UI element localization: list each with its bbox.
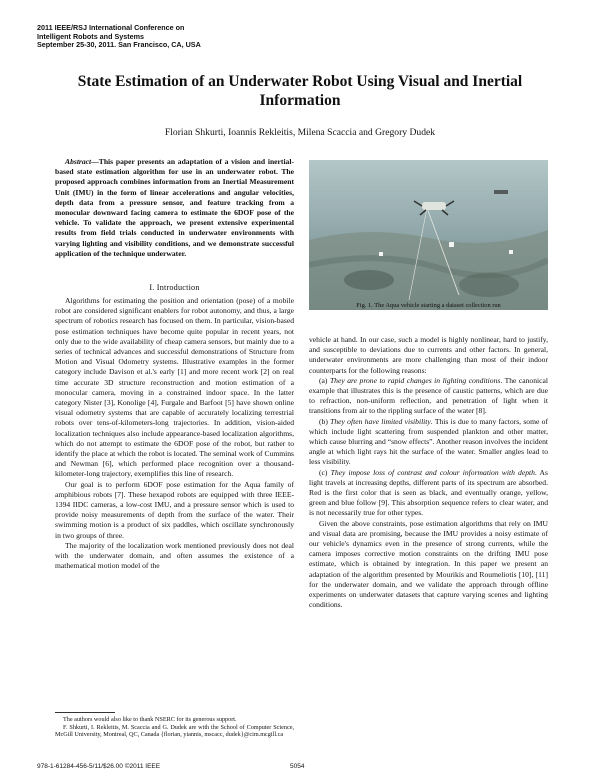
intro-text bbox=[55, 296, 294, 571]
conference-header bbox=[37, 24, 201, 50]
section-heading: I. Introduction bbox=[149, 283, 200, 292]
abstract bbox=[55, 157, 294, 259]
paragraph: Given the above constraints, pose estimation algorithms that rely on IMU and visual data are promising, because the IMU provides a noisy estimate of our vehicle's dynamics even in the presence of strong currents, while the camera imposes corrective motion constraints on the drifting IMU pose estimate, which is obtained by integration. In this paper we present an adaptation of the algorithm presented by Mourikis and Roumeliotis [10], [11] for the underwater domain, and we validate the approach through offline experiments on underwater datasets that capture varying scenes and lighting conditions. bbox=[309, 518, 548, 610]
footer-isbn: 978-1-61284-456-5/11/$26.00 ©2011 IEEE bbox=[37, 763, 161, 770]
conference-line: September 25-30, 2011. San Francisco, CA, USA bbox=[37, 40, 201, 50]
figure-caption: Fig. 1. The Aqua vehicle starting a dataset collection run bbox=[356, 302, 501, 309]
conference-line: 2011 IEEE/RSJ International Conference on bbox=[37, 23, 185, 32]
paragraph: Our goal is to perform 6DOF pose estimation for the Aqua family of amphibious robots [7]. These hexapod robots are equipped with three IEEE-1394 IIDC cameras, a low-cost IMU, and a pressure sensor which is used to provide noisy measurements of depth from the surface of the water. Their swimming motion is a product of six paddles, which oscillate synchronously in two groups of three. bbox=[55, 479, 294, 540]
list-item-a: (a) They are prone to rapid changes in lighting conditions. The canonical example that illustrates this is the presence of caustic patterns, which are due to refraction, non-uniform reflection, and penetration of light when it transitions from air to the rippling surface of the water [8]. bbox=[309, 375, 548, 416]
paragraph: The majority of the localization work mentioned previously does not deal with the underwater domain, and often assumes the existence of a mathematical motion model of the bbox=[55, 540, 294, 571]
page-number: 5054 bbox=[290, 763, 305, 770]
paragraph: Algorithms for estimating the position and orientation (pose) of a mobile robot are considered significant enablers for robot autonomy, and thus, a large spectrum of robotics research has focused on them. In particular, vision-based pose estimation techniques have become quite popular in recent years, not only due to the wide availability of cheap camera sensors, but mainly due to a series of technical advances and successful demonstrations of Structure from Motion and Visual Odometry systems. Illustrative examples in the former category include Davison et al.'s early [1] and more recent work [2] on real time accurate 3D structure reconstruction and motion estimation of a monocular camera, moving in a constrained indoor space. In the latter category Nister [3], Konolige [4], Furgale and Barfoot [5] have shown online visual odometry systems that are capable of accurately localizing terrestrial robots over tens-of-kilometers-long trajectories. In addition, vision-aided localization techniques also include appearance-based localization algorithms, which do not attempt to estimate the 6DOF pose of the robot, but rather to identify the place at which the robot is located. The seminal work of Cummins and Newman [6], which performed place recognition over a thousand-kilometer-long trajectory, exemplifies this line of research. bbox=[55, 296, 294, 479]
marker bbox=[449, 242, 454, 247]
footnote-line: The authors would also like to thank NSERC for its generous support. bbox=[63, 716, 237, 723]
underwater-photo bbox=[309, 160, 548, 310]
figure-underwater-photo bbox=[309, 160, 548, 310]
conference-line: Intelligent Robots and Systems bbox=[37, 31, 145, 41]
marker bbox=[379, 252, 383, 256]
abstract-text: —This paper presents an adaptation of a vision and inertial-based state estimation algorithm for use in an underwater robot. The proposed approach combines information from an Inertial Measurement Unit (IMU) in the form of linear accelerations and angular velocities, depth data from a pressure sensor, and feature tracking from a monocular downward facing camera to estimate the 6DOF pose of the vehicle. To validate the approach, we present extensive experimental results from field trials conducted in underwater environments with varying lighting and visibility conditions, and we demonstrate successful application of the technique underwater. bbox=[55, 157, 294, 258]
paper-title: State Estimation of an Underwater Robot Using Visual and Inertial Information bbox=[77, 73, 523, 109]
diver bbox=[494, 190, 508, 194]
marker bbox=[509, 250, 513, 254]
rock bbox=[459, 273, 519, 297]
footnote-rule bbox=[55, 712, 115, 713]
list-item-b: (b) They often have limited visibility. This is due to many factors, some of which include light scattering from suspended plankton and other matter, which cause blurring and “snow effects”. Another reason involves the incident angle at which light rays hit the surface of the water. Smaller angles lead to less visibility. bbox=[309, 416, 548, 467]
authors: Florian Shkurti, Ioannis Rekleitis, Milena Scaccia and Gregory Dudek bbox=[164, 127, 436, 138]
rock bbox=[344, 270, 394, 290]
paragraph: vehicle at hand. In our case, such a model is highly nonlinear, hard to justify, and susceptible to deviations due to currents and other factors. In general, underwater environments are more challenging than most of their indoor counterparts for the following reasons: bbox=[309, 335, 548, 375]
right-column-text bbox=[309, 335, 548, 610]
footnote bbox=[55, 716, 294, 739]
abstract-lead: Abstract bbox=[65, 157, 92, 166]
footnote-line: F. Shkurti, I. Rekleitis, M. Scaccia and G. Dudek are with the School of Computer Science, McGill University, Montreal, QC, Canada {florian, yiannis, mscacc, dudek}@cim.mcgill.ca bbox=[55, 723, 294, 739]
list-item-c: (c) They impose loss of contrast and colour information with depth. As light travels at increasing depths, different parts of its spectrum are absorbed. Red is the first color that is seen as black, and eventually orange, yellow, green and blue follow [9]. This absorption sequence refers to clear water, and is not necessarily true for other types. bbox=[309, 467, 548, 518]
